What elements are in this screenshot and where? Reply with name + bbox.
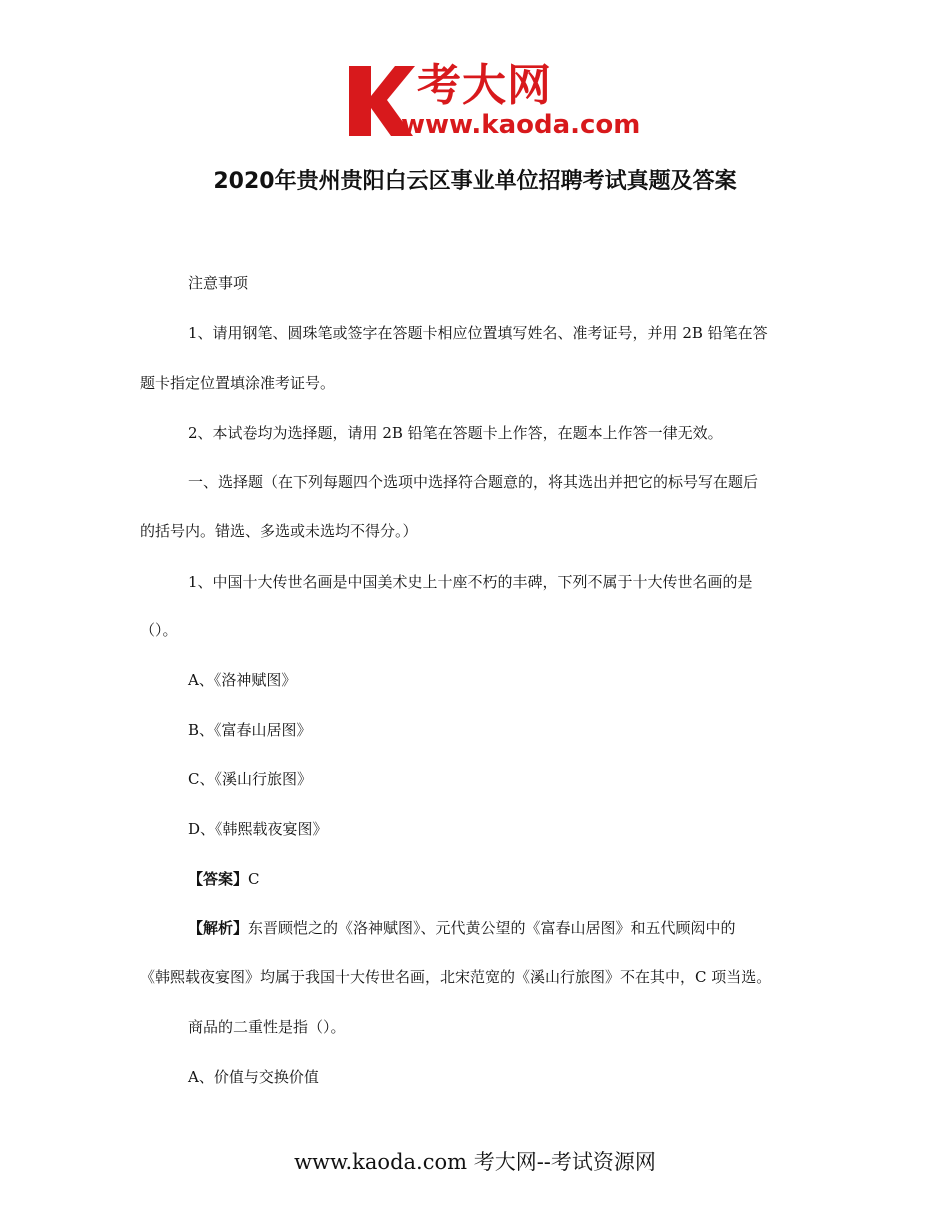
analysis-text-1: 东晋顾恺之的《洛神赋图》、元代黄公望的《富春山居图》和五代顾闳中的 [248, 919, 736, 937]
question-2-stem: 商品的二重性是指（）。 [188, 1018, 346, 1036]
question-1-option-c: C、《溪山行旅图》 [188, 770, 312, 788]
question-1-option-b: B、《富春山居图》 [188, 721, 312, 739]
analysis-line-2: 《韩熙载夜宴图》均属于我国十大传世名画，北宋范宽的《溪山行旅图》不在其中，C 项当选。 [140, 968, 772, 986]
analysis-line-1 [188, 918, 860, 938]
question-1-option-a: A、《洛神赋图》 [188, 671, 297, 689]
question-2-option-a: A、价值与交换价值 [188, 1068, 319, 1086]
notice-item-2: 2、本试卷均为选择题，请用 2B 铅笔在答题卡上作答，在题本上作答一律无效。 [188, 424, 723, 442]
answer-line [188, 869, 860, 889]
question-1-line-1: 1、中国十大传世名画是中国美术史上十座不朽的丰碑，下列不属于十大传世名画的是 [188, 573, 753, 591]
question-1-line-2: （）。 [140, 621, 178, 639]
section-heading-line-2: 的括号内。错选、多选或未选均不得分。） [140, 522, 418, 540]
notice-item-1-line-1: 1、请用钢笔、圆珠笔或签字在答题卡相应位置填写姓名、准考证号，并用 2B 铅笔在答 [188, 324, 768, 342]
notice-item-1-line-2: 题卡指定位置填涂准考证号。 [140, 374, 336, 392]
footer-text: www.kaoda.com 考大网--考试资源网 [294, 1150, 656, 1174]
notice-heading: 注意事项 [188, 274, 249, 292]
section-heading-line-1: 一、选择题（在下列每题四个选项中选择符合题意的，将其选出并把它的标号写在题后 [188, 473, 759, 491]
logo-url: www.kaoda.com [401, 110, 641, 140]
kaoda-logo [345, 60, 660, 142]
page-title: 2020年贵州贵阳白云区事业单位招聘考试真题及答案 [213, 169, 737, 194]
answer-value: C [248, 870, 260, 888]
answer-label: 【答案】 [188, 870, 249, 888]
logo-text: 考大网 [417, 60, 552, 111]
analysis-label: 【解析】 [188, 919, 249, 937]
question-1-option-d: D、《韩熙载夜宴图》 [188, 820, 328, 838]
